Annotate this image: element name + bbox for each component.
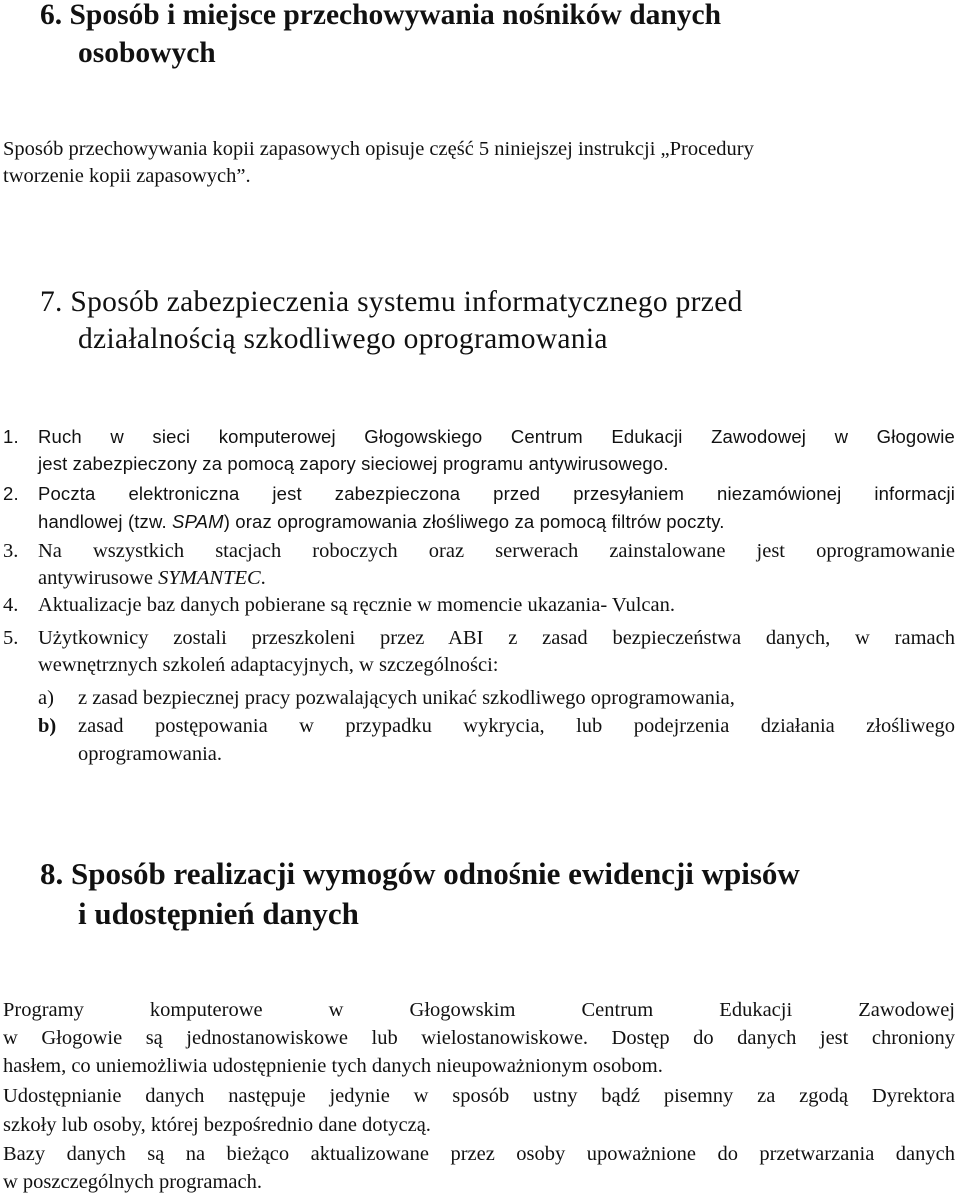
sub-item-b-text-cont: oprogramowania. bbox=[78, 743, 223, 765]
list-item-4-text: Aktualizacje baz danych pobierane są ręcznie w momencie ukazania- Vulcan. bbox=[38, 594, 675, 616]
section-8-paragraph-1-end: hasłem, co uniemożliwia udostępnienie tych danych nieupoważnionym osobom. bbox=[3, 1055, 663, 1077]
symantec-term: SYMANTEC bbox=[158, 567, 261, 589]
list-item-number: 2. bbox=[3, 483, 19, 504]
sub-item-b-label: b) bbox=[38, 715, 57, 737]
section-7-heading: 7. Sposób zabezpieczenia systemu informatycznego przed bbox=[40, 286, 743, 318]
list-item-number: 3. bbox=[3, 540, 19, 562]
spam-term: SPAM bbox=[172, 511, 224, 532]
section-8-paragraph-3: Bazy danych są na bieżąco aktualizowane przez osoby upoważnione do przetwarzania danych bbox=[3, 1143, 955, 1165]
sub-item-a-label: a) bbox=[38, 687, 54, 709]
list-item-3-text-cont: antywirusowe SYMANTEC. bbox=[38, 567, 266, 589]
sub-item-b-text: zasad postępowania w przypadku wykrycia, lub podejrzenia działania złośliwego bbox=[78, 715, 955, 737]
section-7-heading-cont: działalnością szkodliwego oprogramowania bbox=[78, 323, 608, 355]
section-6-heading: 6. Sposób i miejsce przechowywania nośników danych bbox=[40, 0, 722, 31]
section-6-paragraph-cont: tworzenie kopii zapasowych”. bbox=[3, 165, 251, 187]
list-item-number: 5. bbox=[3, 627, 19, 649]
list-item-1-text: Ruch w sieci komputerowej Głogowskiego Centrum Edukacji Zawodowej w Głogowie bbox=[38, 426, 955, 447]
list-item-2-text-cont: handlowej (tzw. SPAM) oraz oprogramowania złośliwego za pomocą filtrów poczty. bbox=[38, 511, 725, 532]
section-8-heading-cont: i udostępnień danych bbox=[78, 896, 359, 931]
section-8-paragraph-3-cont: w poszczególnych programach. bbox=[3, 1171, 262, 1193]
section-6-heading-cont: osobowych bbox=[78, 37, 216, 69]
list-item-number: 1. bbox=[3, 426, 19, 447]
section-8-paragraph-2-cont: szkoły lub osoby, której bezpośrednio dane dotyczą. bbox=[3, 1114, 431, 1136]
section-8-heading: 8. Sposób realizacji wymogów odnośnie ewidencji wpisów bbox=[40, 856, 800, 891]
list-item-2-text: Poczta elektroniczna jest zabezpieczona przed przesyłaniem niezamówionej informacji bbox=[38, 483, 955, 504]
section-8-paragraph-2: Udostępnianie danych następuje jedynie w sposób ustny bądź pisemny za zgodą Dyrektora bbox=[3, 1085, 955, 1107]
list-item-number: 4. bbox=[3, 594, 19, 616]
section-6-paragraph: Sposób przechowywania kopii zapasowych opisuje część 5 niniejszej instrukcji „Procedury bbox=[3, 138, 754, 160]
section-8-paragraph-1-cont: w Głogowie są jednostanowiskowe lub wielostanowiskowe. Dostęp do danych jest chroniony bbox=[3, 1027, 955, 1049]
list-item-5-text: Użytkownicy zostali przeszkoleni przez ABI z zasad bezpieczeństwa danych, w ramach bbox=[38, 627, 955, 649]
list-item-1-text-cont: jest zabezpieczony za pomocą zapory sieciowej programu antywirusowego. bbox=[38, 453, 669, 474]
section-8-paragraph-1: Programy komputerowe w Głogowskim Centrum Edukacji Zawodowej bbox=[3, 999, 955, 1021]
list-item-5-text-cont: wewnętrznych szkoleń adaptacyjnych, w szczególności: bbox=[38, 654, 499, 676]
sub-item-a-text: z zasad bezpiecznej pracy pozwalających unikać szkodliwego oprogramowania, bbox=[78, 687, 735, 709]
list-item-3-text: Na wszystkich stacjach roboczych oraz serwerach zainstalowane jest oprogramowanie bbox=[38, 540, 955, 562]
